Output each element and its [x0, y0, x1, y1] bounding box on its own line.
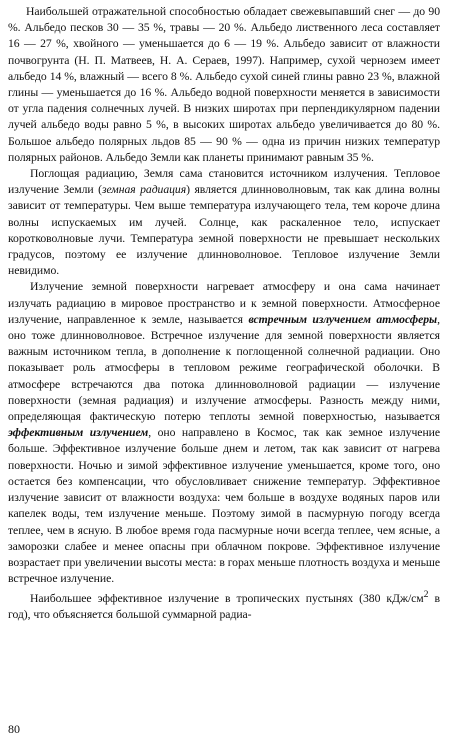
paragraph-atmosphere-radiation: [8, 279, 440, 587]
term-earth-radiation: земная радиация: [101, 183, 187, 197]
paragraph-text: Наибольшей отражательной способностью обладает свежевыпавший снег — до 90 %. Альбедо песков 30 — 35 %, травы — 20 %. Альбедо лиственного леса составляет 16 — 27 %, хвойного — уменьшается до 6 — 19 %. Альбедо зависит от влажности почвогрунта (Н. П. Матвеев, Н. А. Сераев, 1997). Например, сухой чернозем имеет альбедо 14 %, влажный — всего 8 %. Альбедо сухой синей глины равно 23 %, влажной глины — уменьшается до 16 %. Альбедо водной поверхности меняется в зависимости от угла падения солнечных лучей. В низких широтах при перпендикулярном падении лучей альбедо воды равно 5 %, в высоких широтах альбедо увеличивается до 80 %. Большое альбедо полярных льдов 85 — 90 % — одна из причин низких температур полярных районов. Альбедо Земли как планеты принимают равным 35 %.: [8, 5, 440, 164]
paragraph-text: в год), что объясняется большой суммарной радиа-: [8, 592, 440, 622]
superscript: 2: [423, 589, 429, 601]
term-counter-radiation: встречным излучением атмосферы: [248, 312, 438, 326]
paragraph-text: , оно тоже длинноволновое. Встречное излучение для земной поверхности является важным источником тепла, в дополнение к поглощенной солнечной радиации. Оно показывает роль атмосферы в тепловом режиме географической оболочки. В атмосфере встречаются два потока длинноволновой радиации — излучение поверхности (земная радиация) и излучение атмосферы. Разность между ними, определяющая фактическую потерю теплоты земной поверхностью, называется: [8, 312, 440, 424]
document-page: [8, 4, 440, 624]
paragraph-earth-radiation: [8, 166, 440, 279]
paragraph-text: ) является длинноволновым, так как длина волны зависит от температуры. Чем выше температура излучающего тела, тем короче длина волны испускаемых им лучей. Солнце, как раскаленное тело, испускает коротковолновые лучи. Температура земной поверхности не превышает нескольких градусов, поэтому ее излучение длинноволновое. Тепловое излучение Земли невидимо.: [8, 183, 440, 278]
paragraph-albedo: [8, 4, 440, 166]
paragraph-text: Поглощая радиацию, Земля сама становится источником излучения. Тепловое излучение Земли (: [8, 167, 440, 197]
paragraph-text: Излучение земной поверхности нагревает атмосферу и она сама начинает излучать радиацию в мировое пространство и к земной поверхности. Атмосферное излучение, направленное к земле, называется: [8, 280, 440, 326]
paragraph-text: , оно направлено в Космос, так как земное излучение больше. Эффективное излучение больше днем и летом, так как зависит от нагрева поверхности. Ночью и зимой эффективное излучение уменьшается, кроме того, оно остается без компенсации, что обусловливает снижение температур. Эффективное излучение зависит от влажности воздуха: чем больше в воздухе водяных паров или капелек воды, тем излучение меньше. Поэтому зимой в пасмурную погоду всегда теплее, чем в ясную. В любое время года пасмурные ночи всегда теплее, чем ясные, а заморозки слабее и менее опасны при облачном покрове. Эффективное излучение возрастает при увеличении высоты места: в горах меньше плотность воздуха и меньше встречное излучение.: [8, 426, 440, 586]
page-number: 80: [8, 722, 20, 736]
term-effective-radiation: эффективным излучением: [8, 426, 149, 440]
paragraph-text: Наибольшее эффективное излучение в тропических пустынях (380 кДж/см: [30, 592, 424, 606]
paragraph-tropical-deserts: [8, 587, 440, 623]
